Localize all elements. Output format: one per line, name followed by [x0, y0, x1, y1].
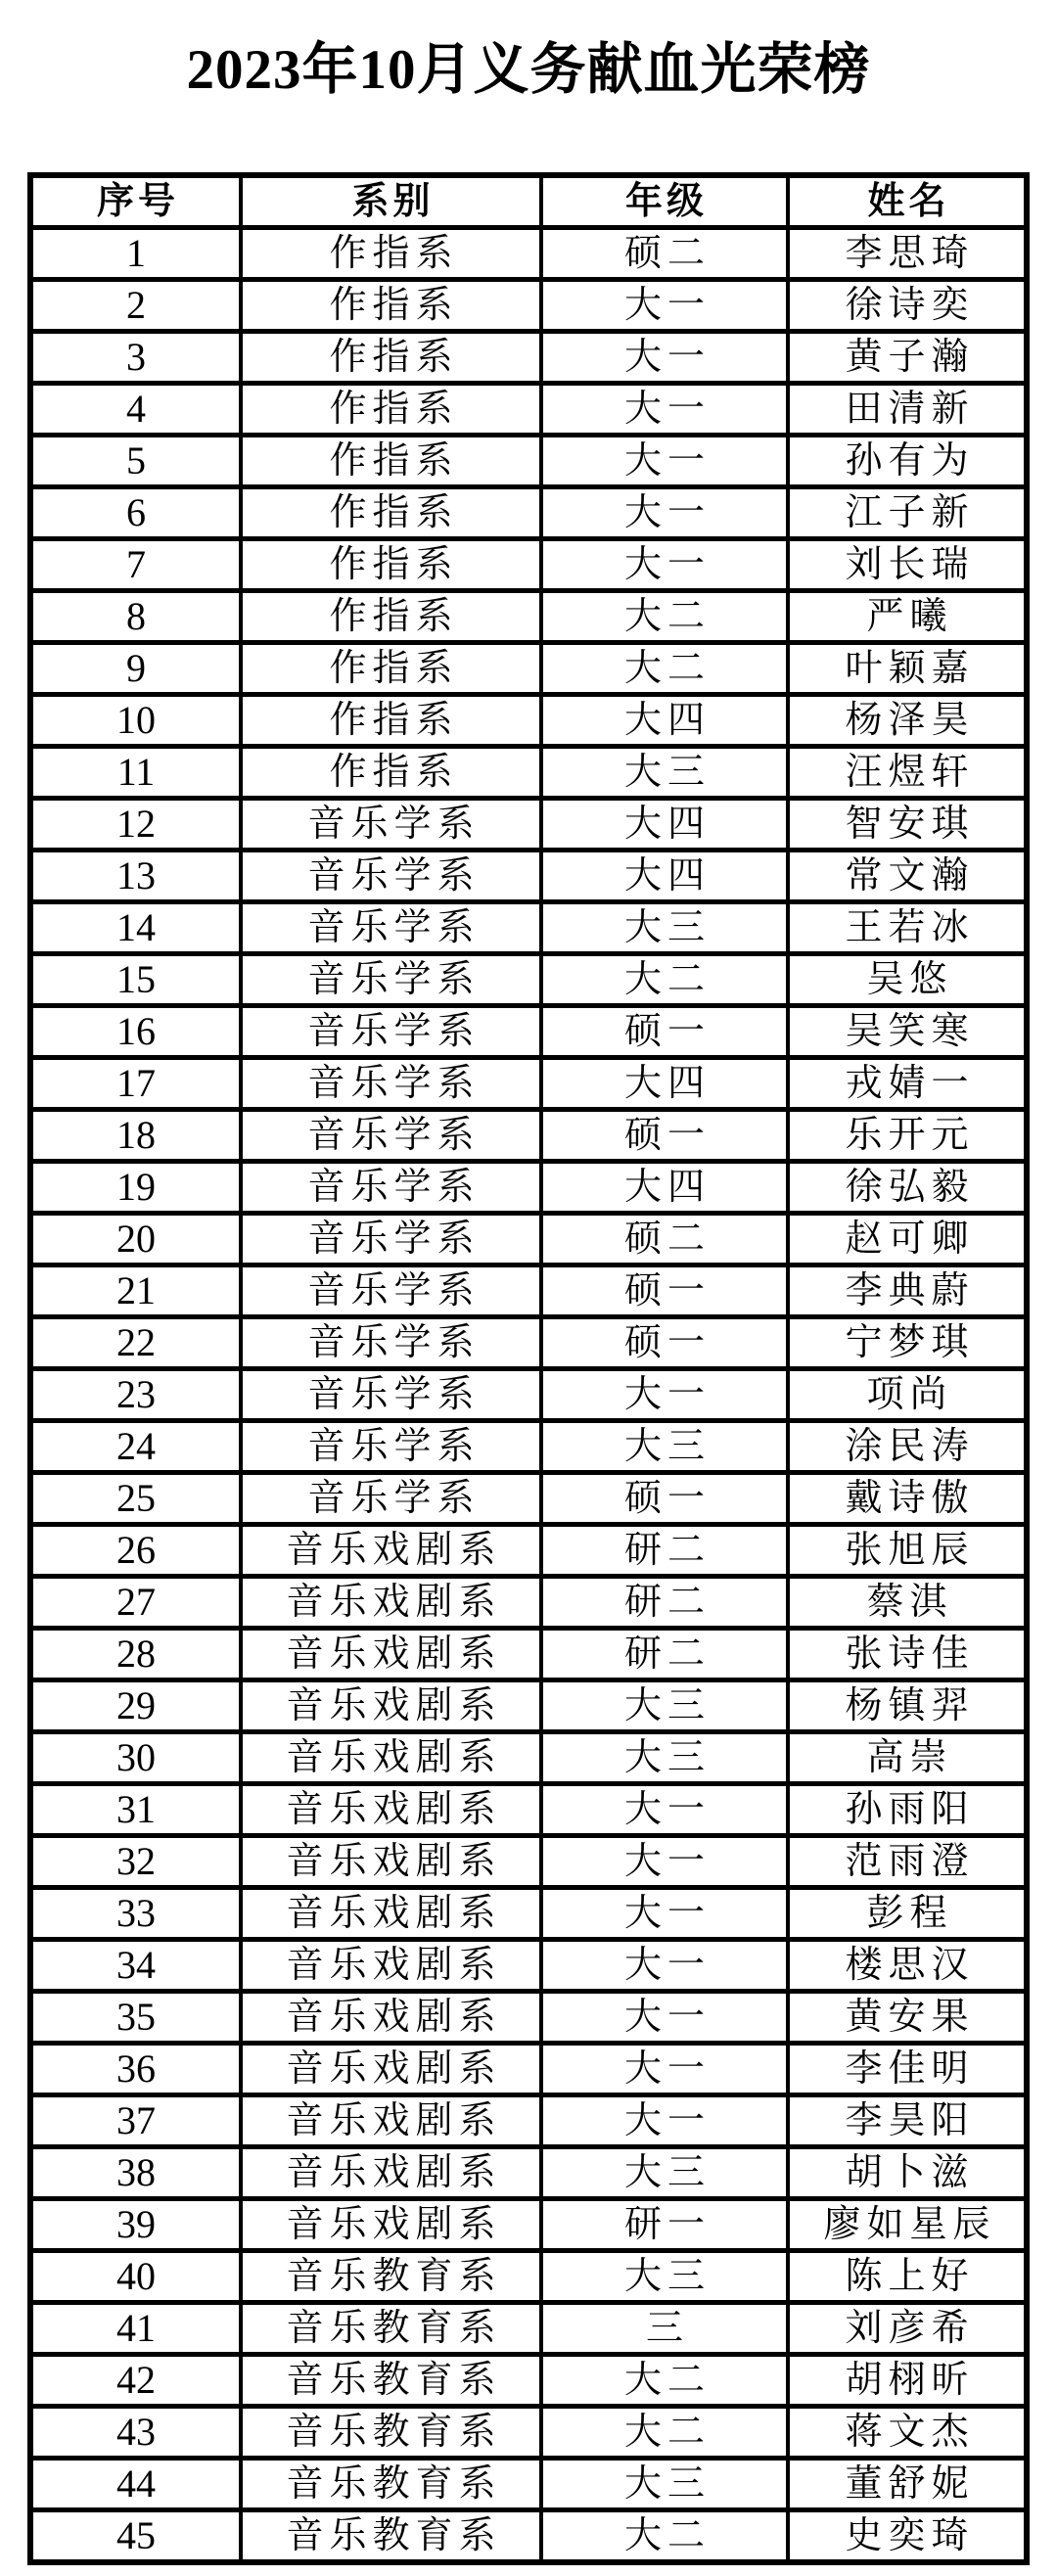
table-row — [30, 1992, 1027, 2044]
cell-department: 作指系 — [241, 436, 541, 487]
cell-department: 音乐戏剧系 — [241, 2044, 541, 2095]
cell-index: 21 — [30, 1265, 241, 1317]
cell-department: 音乐教育系 — [241, 2407, 541, 2459]
cell-department: 音乐戏剧系 — [241, 1992, 541, 2044]
cell-department: 音乐学系 — [241, 1006, 541, 1058]
table-row — [30, 695, 1027, 747]
cell-name: 刘彦希 — [788, 2303, 1027, 2355]
cell-index: 8 — [30, 591, 241, 643]
table-row — [30, 2407, 1027, 2459]
table-row — [30, 1265, 1027, 1317]
cell-department: 音乐戏剧系 — [241, 1940, 541, 1992]
cell-department: 音乐学系 — [241, 1162, 541, 1214]
table-row — [30, 2095, 1027, 2147]
table-row — [30, 2251, 1027, 2303]
cell-index: 35 — [30, 1992, 241, 2044]
cell-department: 音乐教育系 — [241, 2355, 541, 2407]
cell-name: 范雨澄 — [788, 1836, 1027, 1888]
table-row — [30, 1525, 1027, 1577]
cell-grade: 大四 — [541, 799, 788, 851]
cell-index: 4 — [30, 384, 241, 436]
cell-index: 23 — [30, 1369, 241, 1421]
table-row — [30, 1369, 1027, 1421]
cell-name: 刘长瑞 — [788, 539, 1027, 591]
cell-index: 33 — [30, 1888, 241, 1940]
cell-name: 智安琪 — [788, 799, 1027, 851]
cell-name: 黄子瀚 — [788, 332, 1027, 384]
cell-grade: 大一 — [541, 280, 788, 332]
cell-department: 音乐戏剧系 — [241, 1629, 541, 1680]
cell-grade: 大四 — [541, 851, 788, 902]
table-row — [30, 1577, 1027, 1629]
cell-grade: 大四 — [541, 1058, 788, 1110]
cell-grade: 大一 — [541, 1940, 788, 1992]
cell-grade: 硕二 — [541, 228, 788, 280]
cell-grade: 大二 — [541, 643, 788, 695]
cell-department: 音乐学系 — [241, 1110, 541, 1162]
table-row — [30, 1784, 1027, 1836]
cell-department: 音乐戏剧系 — [241, 1577, 541, 1629]
cell-index: 2 — [30, 280, 241, 332]
table-row — [30, 1058, 1027, 1110]
table-row — [30, 2147, 1027, 2199]
table-row — [30, 747, 1027, 799]
cell-index: 40 — [30, 2251, 241, 2303]
table-row — [30, 1629, 1027, 1680]
cell-grade: 大一 — [541, 539, 788, 591]
cell-department: 音乐戏剧系 — [241, 1525, 541, 1577]
cell-department: 音乐教育系 — [241, 2459, 541, 2510]
cell-grade: 大三 — [541, 2147, 788, 2199]
cell-department: 音乐学系 — [241, 1265, 541, 1317]
cell-department: 音乐学系 — [241, 799, 541, 851]
table-row — [30, 2459, 1027, 2510]
table-row — [30, 1473, 1027, 1525]
cell-department: 音乐戏剧系 — [241, 1732, 541, 1784]
cell-index: 37 — [30, 2095, 241, 2147]
cell-index: 45 — [30, 2510, 241, 2563]
cell-index: 26 — [30, 1525, 241, 1577]
cell-department: 音乐戏剧系 — [241, 1784, 541, 1836]
cell-index: 3 — [30, 332, 241, 384]
cell-grade: 硕一 — [541, 1110, 788, 1162]
cell-name: 王若冰 — [788, 902, 1027, 954]
table-row — [30, 643, 1027, 695]
cell-index: 42 — [30, 2355, 241, 2407]
header-cell-department: 系别 — [241, 175, 541, 228]
cell-name: 戴诗傲 — [788, 1473, 1027, 1525]
cell-name: 李昊阳 — [788, 2095, 1027, 2147]
cell-index: 12 — [30, 799, 241, 851]
cell-department: 作指系 — [241, 332, 541, 384]
cell-grade: 大二 — [541, 2355, 788, 2407]
cell-index: 17 — [30, 1058, 241, 1110]
cell-index: 29 — [30, 1680, 241, 1732]
cell-grade: 大三 — [541, 902, 788, 954]
cell-index: 32 — [30, 1836, 241, 1888]
cell-grade: 研二 — [541, 1525, 788, 1577]
cell-index: 25 — [30, 1473, 241, 1525]
cell-index: 9 — [30, 643, 241, 695]
cell-name: 廖如星辰 — [788, 2199, 1027, 2251]
cell-grade: 大一 — [541, 2044, 788, 2095]
cell-name: 孙有为 — [788, 436, 1027, 487]
header-cell-name: 姓名 — [788, 175, 1027, 228]
table-row — [30, 591, 1027, 643]
cell-name: 项尚 — [788, 1369, 1027, 1421]
cell-department: 作指系 — [241, 591, 541, 643]
cell-name: 彭程 — [788, 1888, 1027, 1940]
table-row — [30, 280, 1027, 332]
cell-index: 10 — [30, 695, 241, 747]
cell-name: 涂民涛 — [788, 1421, 1027, 1473]
cell-name: 史奕琦 — [788, 2510, 1027, 2563]
table-row — [30, 1680, 1027, 1732]
cell-department: 音乐戏剧系 — [241, 1836, 541, 1888]
cell-department: 音乐戏剧系 — [241, 1680, 541, 1732]
header-cell-index: 序号 — [30, 175, 241, 228]
cell-name: 赵可卿 — [788, 1214, 1027, 1265]
cell-index: 43 — [30, 2407, 241, 2459]
table-body — [30, 228, 1027, 2563]
cell-grade: 研二 — [541, 1577, 788, 1629]
cell-department: 作指系 — [241, 695, 541, 747]
cell-department: 音乐教育系 — [241, 2251, 541, 2303]
cell-grade: 三 — [541, 2303, 788, 2355]
cell-department: 作指系 — [241, 643, 541, 695]
cell-grade: 硕一 — [541, 1317, 788, 1369]
cell-name: 董舒妮 — [788, 2459, 1027, 2510]
cell-grade: 大一 — [541, 1836, 788, 1888]
cell-index: 16 — [30, 1006, 241, 1058]
cell-index: 13 — [30, 851, 241, 902]
cell-index: 18 — [30, 1110, 241, 1162]
cell-name: 吴悠 — [788, 954, 1027, 1006]
cell-index: 39 — [30, 2199, 241, 2251]
cell-name: 黄安果 — [788, 1992, 1027, 2044]
cell-grade: 大三 — [541, 2459, 788, 2510]
table-row — [30, 954, 1027, 1006]
cell-name: 吴笑寒 — [788, 1006, 1027, 1058]
table-row — [30, 2355, 1027, 2407]
cell-grade: 硕一 — [541, 1265, 788, 1317]
cell-name: 胡卜滋 — [788, 2147, 1027, 2199]
cell-index: 14 — [30, 902, 241, 954]
table-row — [30, 1110, 1027, 1162]
cell-name: 杨泽昊 — [788, 695, 1027, 747]
cell-grade: 大四 — [541, 695, 788, 747]
cell-name: 严曦 — [788, 591, 1027, 643]
cell-department: 音乐学系 — [241, 851, 541, 902]
cell-grade: 大三 — [541, 1732, 788, 1784]
cell-department: 音乐戏剧系 — [241, 2095, 541, 2147]
cell-grade: 大三 — [541, 2251, 788, 2303]
cell-name: 张旭辰 — [788, 1525, 1027, 1577]
cell-name: 田清新 — [788, 384, 1027, 436]
cell-grade: 大一 — [541, 1992, 788, 2044]
page-title: 2023年10月义务献血光荣榜 — [186, 39, 871, 101]
cell-department: 作指系 — [241, 384, 541, 436]
table-row — [30, 1214, 1027, 1265]
cell-name: 徐弘毅 — [788, 1162, 1027, 1214]
table-row — [30, 228, 1027, 280]
table-row — [30, 1940, 1027, 1992]
table-row — [30, 851, 1027, 902]
table-row — [30, 2303, 1027, 2355]
cell-name: 蔡淇 — [788, 1577, 1027, 1629]
table-row — [30, 1732, 1027, 1784]
table-row — [30, 1317, 1027, 1369]
cell-grade: 大二 — [541, 954, 788, 1006]
cell-department: 音乐学系 — [241, 1214, 541, 1265]
cell-name: 乐开元 — [788, 1110, 1027, 1162]
cell-department: 音乐学系 — [241, 1317, 541, 1369]
table-row — [30, 1421, 1027, 1473]
cell-name: 孙雨阳 — [788, 1784, 1027, 1836]
cell-name: 江子新 — [788, 487, 1027, 539]
cell-department: 音乐学系 — [241, 902, 541, 954]
cell-index: 5 — [30, 436, 241, 487]
cell-department: 音乐学系 — [241, 1421, 541, 1473]
cell-name: 李思琦 — [788, 228, 1027, 280]
table-header-row — [30, 175, 1027, 228]
cell-index: 1 — [30, 228, 241, 280]
cell-department: 音乐学系 — [241, 1369, 541, 1421]
cell-index: 44 — [30, 2459, 241, 2510]
cell-grade: 大一 — [541, 436, 788, 487]
cell-name: 宁梦琪 — [788, 1317, 1027, 1369]
cell-department: 音乐戏剧系 — [241, 1888, 541, 1940]
cell-grade: 大一 — [541, 1369, 788, 1421]
table-row — [30, 1006, 1027, 1058]
table-row — [30, 1836, 1027, 1888]
cell-name: 蒋文杰 — [788, 2407, 1027, 2459]
honor-roll-table — [27, 172, 1030, 2565]
cell-name: 叶颖嘉 — [788, 643, 1027, 695]
cell-name: 杨镇羿 — [788, 1680, 1027, 1732]
cell-index: 41 — [30, 2303, 241, 2355]
cell-department: 作指系 — [241, 487, 541, 539]
table-row — [30, 2044, 1027, 2095]
cell-name: 高崇 — [788, 1732, 1027, 1784]
cell-grade: 大二 — [541, 2407, 788, 2459]
cell-grade: 大三 — [541, 747, 788, 799]
cell-index: 30 — [30, 1732, 241, 1784]
table-row — [30, 384, 1027, 436]
cell-name: 李佳明 — [788, 2044, 1027, 2095]
cell-name: 汪煜轩 — [788, 747, 1027, 799]
cell-grade: 研二 — [541, 1629, 788, 1680]
cell-grade: 研一 — [541, 2199, 788, 2251]
cell-grade: 大四 — [541, 1162, 788, 1214]
cell-grade: 硕二 — [541, 1214, 788, 1265]
cell-department: 音乐学系 — [241, 954, 541, 1006]
cell-department: 音乐教育系 — [241, 2510, 541, 2563]
cell-index: 19 — [30, 1162, 241, 1214]
cell-name: 常文瀚 — [788, 851, 1027, 902]
table-row — [30, 436, 1027, 487]
cell-index: 31 — [30, 1784, 241, 1836]
table-row — [30, 2510, 1027, 2563]
cell-index: 28 — [30, 1629, 241, 1680]
cell-index: 36 — [30, 2044, 241, 2095]
table-row — [30, 539, 1027, 591]
cell-name: 张诗佳 — [788, 1629, 1027, 1680]
cell-grade: 大一 — [541, 487, 788, 539]
cell-grade: 硕一 — [541, 1006, 788, 1058]
cell-index: 27 — [30, 1577, 241, 1629]
table-row — [30, 902, 1027, 954]
cell-department: 作指系 — [241, 228, 541, 280]
table-row — [30, 487, 1027, 539]
cell-index: 15 — [30, 954, 241, 1006]
cell-name: 楼思汉 — [788, 1940, 1027, 1992]
cell-department: 作指系 — [241, 539, 541, 591]
cell-grade: 大三 — [541, 1421, 788, 1473]
cell-name: 陈上好 — [788, 2251, 1027, 2303]
cell-department: 音乐学系 — [241, 1058, 541, 1110]
table-row — [30, 1888, 1027, 1940]
cell-index: 7 — [30, 539, 241, 591]
cell-name: 李典蔚 — [788, 1265, 1027, 1317]
cell-department: 音乐学系 — [241, 1473, 541, 1525]
table-row — [30, 2199, 1027, 2251]
table-row — [30, 1162, 1027, 1214]
cell-grade: 大一 — [541, 332, 788, 384]
cell-index: 6 — [30, 487, 241, 539]
cell-grade: 大一 — [541, 384, 788, 436]
cell-name: 胡栩昕 — [788, 2355, 1027, 2407]
cell-index: 24 — [30, 1421, 241, 1473]
cell-name: 徐诗奕 — [788, 280, 1027, 332]
cell-department: 作指系 — [241, 280, 541, 332]
cell-department: 作指系 — [241, 747, 541, 799]
cell-index: 20 — [30, 1214, 241, 1265]
cell-grade: 大二 — [541, 2510, 788, 2563]
cell-index: 34 — [30, 1940, 241, 1992]
cell-index: 11 — [30, 747, 241, 799]
cell-grade: 大二 — [541, 591, 788, 643]
cell-grade: 硕一 — [541, 1473, 788, 1525]
header-cell-grade: 年级 — [541, 175, 788, 228]
cell-index: 22 — [30, 1317, 241, 1369]
cell-index: 38 — [30, 2147, 241, 2199]
table-row — [30, 332, 1027, 384]
cell-grade: 大三 — [541, 1680, 788, 1732]
cell-grade: 大一 — [541, 1784, 788, 1836]
table-row — [30, 799, 1027, 851]
cell-grade: 大一 — [541, 2095, 788, 2147]
cell-grade: 大一 — [541, 1888, 788, 1940]
cell-department: 音乐教育系 — [241, 2303, 541, 2355]
cell-department: 音乐戏剧系 — [241, 2147, 541, 2199]
cell-name: 戎婧一 — [788, 1058, 1027, 1110]
cell-department: 音乐戏剧系 — [241, 2199, 541, 2251]
